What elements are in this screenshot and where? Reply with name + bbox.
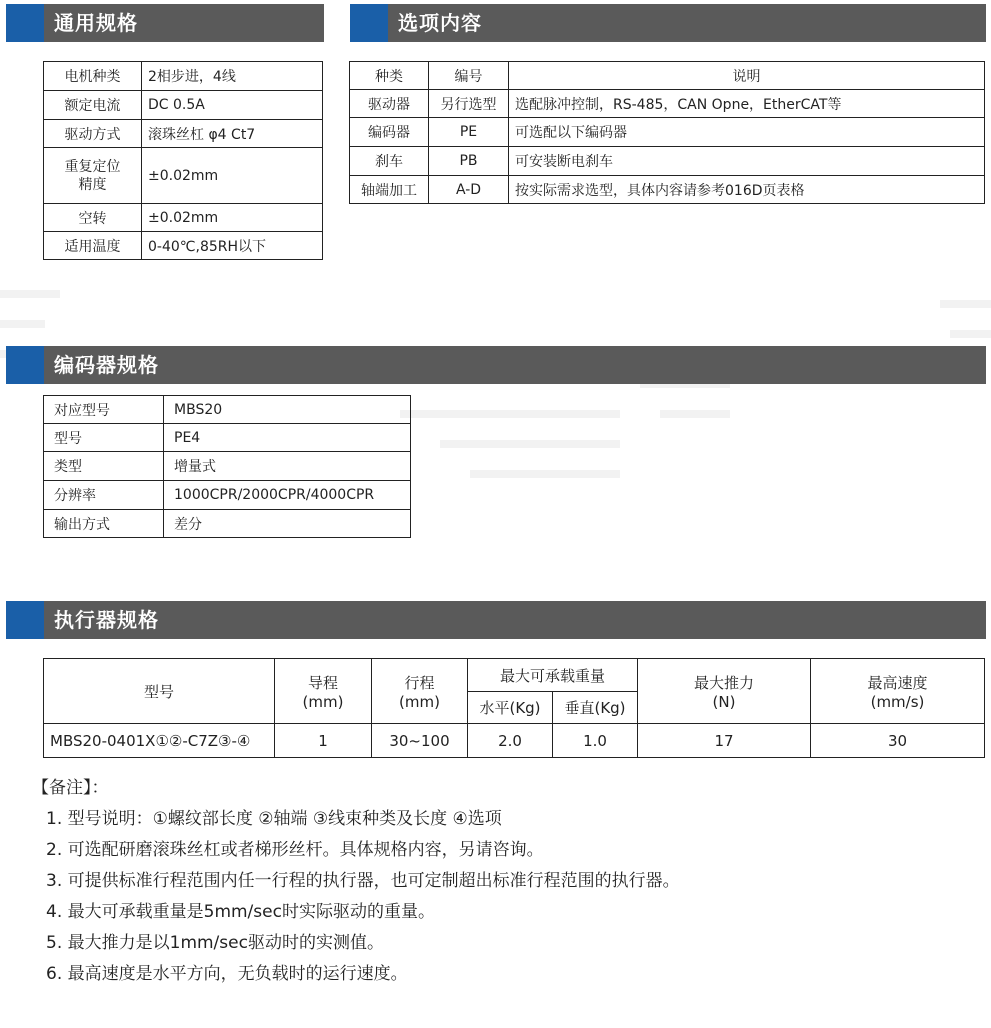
row-value: 滚珠丝杠 φ4 Ct7 — [142, 120, 323, 148]
table-header-row — [44, 659, 985, 692]
cell-load-h: 2.0 — [468, 724, 553, 758]
option-type: 驱动器 — [350, 90, 429, 118]
stroke-label: 行程 — [404, 673, 435, 692]
column-header-load-h: 水平(Kg) — [468, 692, 553, 724]
column-header: 编号 — [429, 62, 509, 90]
row-label: 分辨率 — [44, 481, 164, 510]
row-label: 空转 — [44, 204, 142, 232]
speed-label: 最高速度 — [867, 673, 928, 692]
options-table — [349, 61, 985, 204]
table-row — [350, 118, 985, 147]
row-label-line2: 精度 — [78, 176, 107, 193]
table-row — [44, 91, 323, 120]
table-row — [44, 204, 323, 232]
table-header-row — [350, 62, 985, 90]
row-value: PE4 — [164, 424, 411, 452]
lead-label: 导程 — [307, 673, 338, 692]
row-label: 电机种类 — [44, 62, 142, 91]
notes-title: 【备注】： — [32, 778, 109, 798]
column-header-thrust — [638, 659, 811, 724]
row-label: 型号 — [44, 424, 164, 452]
note-item: 4. 最大可承载重量是5mm/sec时实际驱动的重量。 — [46, 902, 435, 922]
table-row — [44, 424, 411, 452]
note-item: 3. 可提供标准行程范围内任一行程的执行器，也可定制超出标准行程范围的执行器。 — [46, 871, 680, 891]
note-item: 5. 最大推力是以1mm/sec驱动时的实测值。 — [46, 933, 384, 953]
note-item: 1. 型号说明：①螺纹部长度 ②轴端 ③线束种类及长度 ④选项 — [46, 809, 502, 829]
row-label: 对应型号 — [44, 396, 164, 424]
row-label: 驱动方式 — [44, 120, 142, 148]
row-value: 增量式 — [164, 452, 411, 481]
option-type: 轴端加工 — [350, 176, 429, 204]
cell-stroke: 30~100 — [372, 724, 468, 758]
general-spec-header — [6, 4, 324, 42]
option-code: A-D — [429, 176, 509, 204]
speed-unit: (mm/s) — [870, 692, 925, 711]
row-label: 额定电流 — [44, 91, 142, 120]
cell-speed: 30 — [811, 724, 985, 758]
encoder-header — [6, 346, 986, 384]
stroke-unit: (mm) — [399, 692, 440, 711]
row-value: DC 0.5A — [142, 91, 323, 120]
general-spec-table — [43, 61, 323, 260]
table-row — [350, 147, 985, 176]
actuator-title: 执行器规格 — [54, 608, 159, 632]
actuator-table — [43, 658, 985, 758]
table-row — [350, 90, 985, 118]
option-type: 编码器 — [350, 118, 429, 147]
thrust-label: 最大推力 — [693, 673, 754, 692]
actuator-header — [6, 601, 986, 639]
column-header-model: 型号 — [44, 659, 275, 724]
row-value: 2相步进，4线 — [142, 62, 323, 91]
row-value: 差分 — [164, 510, 411, 538]
row-value: ±0.02mm — [142, 148, 323, 204]
header-accent — [6, 601, 44, 639]
cell-load-v: 1.0 — [553, 724, 638, 758]
row-label: 类型 — [44, 452, 164, 481]
table-row — [44, 148, 323, 204]
table-row — [44, 62, 323, 91]
row-label-line1: 重复定位 — [64, 158, 121, 175]
header-accent — [6, 4, 44, 42]
notes-block — [32, 773, 680, 990]
row-value: 1000CPR/2000CPR/4000CPR — [164, 481, 411, 510]
column-header-lead — [275, 659, 372, 724]
option-desc: 按实际需求选型，具体内容请参考016D页表格 — [509, 176, 985, 204]
row-value: MBS20 — [164, 396, 411, 424]
table-row — [44, 120, 323, 148]
encoder-table — [43, 395, 411, 538]
thrust-unit: (N) — [712, 692, 736, 711]
note-item: 6. 最高速度是水平方向，无负载时的运行速度。 — [46, 964, 408, 984]
encoder-title: 编码器规格 — [54, 353, 159, 377]
table-row — [44, 481, 411, 510]
column-header: 说明 — [509, 62, 985, 90]
row-value: 0-40℃,85RH以下 — [142, 232, 323, 260]
cell-thrust: 17 — [638, 724, 811, 758]
general-spec-title: 通用规格 — [54, 11, 138, 35]
cell-lead: 1 — [275, 724, 372, 758]
table-row — [44, 396, 411, 424]
table-row — [44, 724, 985, 758]
option-desc: 选配脉冲控制，RS-485，CAN Opne，EtherCAT等 — [509, 90, 985, 118]
option-desc: 可安装断电刹车 — [509, 147, 985, 176]
options-header — [350, 4, 986, 42]
row-value: ±0.02mm — [142, 204, 323, 232]
column-header: 种类 — [350, 62, 429, 90]
column-header-speed — [811, 659, 985, 724]
option-type: 刹车 — [350, 147, 429, 176]
row-label: 输出方式 — [44, 510, 164, 538]
row-label — [44, 148, 142, 204]
header-accent — [350, 4, 388, 42]
table-row — [44, 232, 323, 260]
table-row — [44, 510, 411, 538]
column-header-load: 最大可承载重量 — [468, 659, 638, 692]
header-accent — [6, 346, 44, 384]
option-desc: 可选配以下编码器 — [509, 118, 985, 147]
column-header-load-v: 垂直(Kg) — [553, 692, 638, 724]
lead-unit: (mm) — [302, 692, 344, 711]
note-item: 2. 可选配研磨滚珠丝杠或者梯形丝杆。具体规格内容，另请咨询。 — [46, 840, 544, 860]
option-code: PB — [429, 147, 509, 176]
table-row — [44, 452, 411, 481]
option-code: PE — [429, 118, 509, 147]
options-title: 选项内容 — [398, 11, 482, 35]
cell-model: MBS20-0401X①②-C7Z③-④ — [44, 724, 275, 758]
option-code: 另行选型 — [429, 90, 509, 118]
row-label: 适用温度 — [44, 232, 142, 260]
table-row — [350, 176, 985, 204]
column-header-stroke — [372, 659, 468, 724]
